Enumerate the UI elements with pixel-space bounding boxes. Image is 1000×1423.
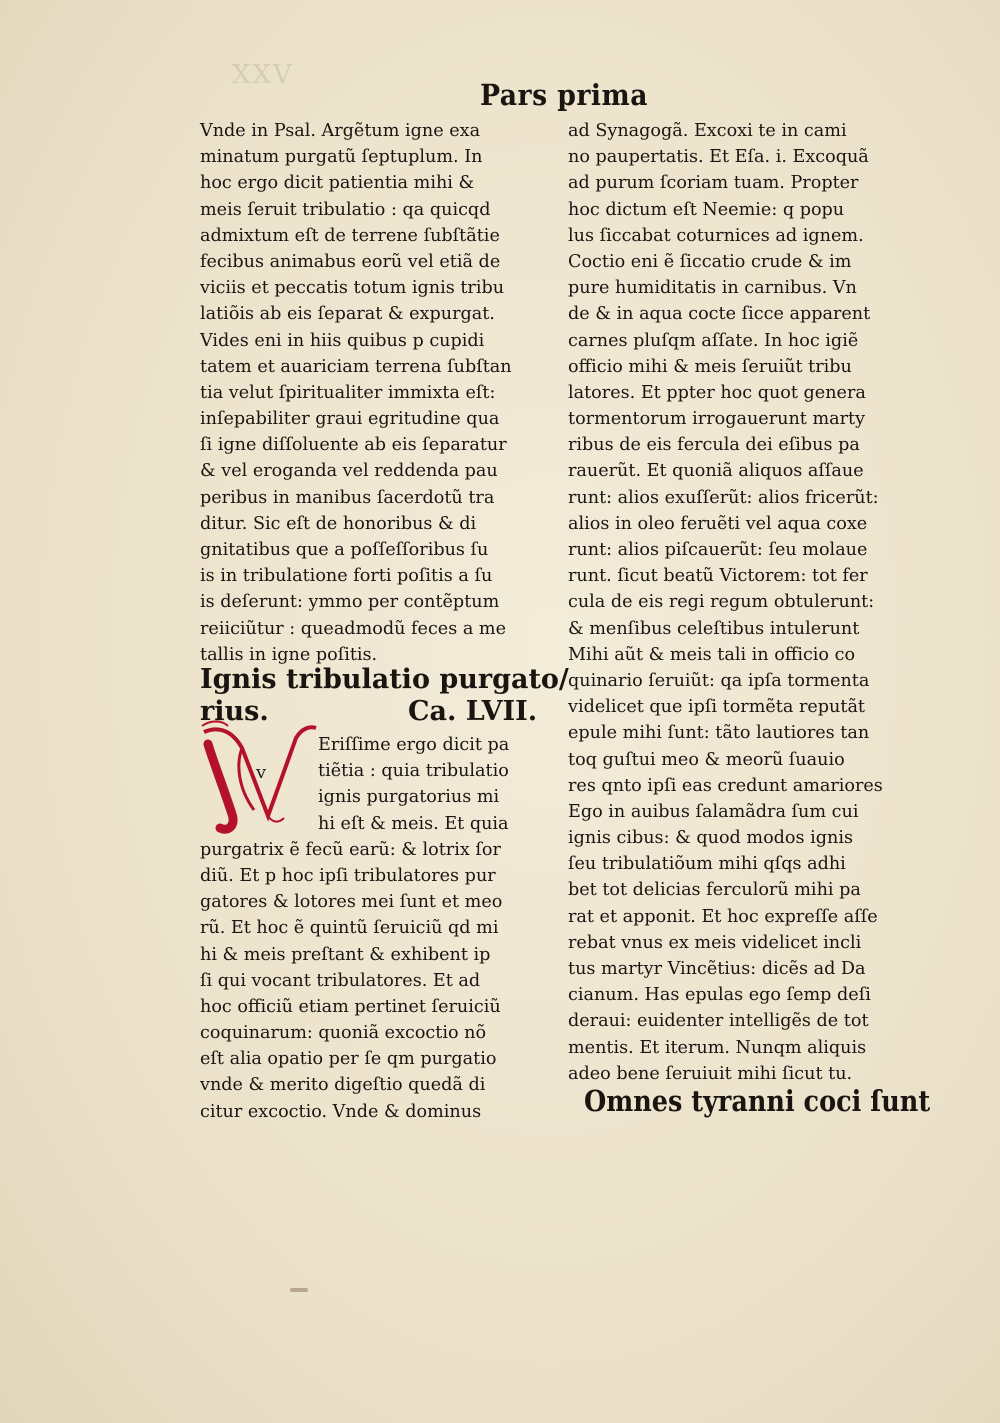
text-line: & vel eroganda vel reddenda pau xyxy=(200,461,498,482)
text-line: de & in aqua cocte ſicce apparent xyxy=(568,304,871,325)
text-line: ditur. Sic eſt de honoribus & di xyxy=(200,513,477,534)
text-line: inſepabiliter graui egritudine qua xyxy=(200,409,500,430)
text-line: runt: alios piſcauerũt: ſeu molaue xyxy=(568,540,868,560)
text-line: admixtum eſt de terrene ſubſtãtie xyxy=(200,225,500,246)
text-line: ad Synagogã. Excoxi te in cami xyxy=(568,121,847,141)
text-line: hoc dictum eſt Neemie: q popu xyxy=(568,199,845,220)
text-line: res qnto ipſi eas credunt amariores xyxy=(568,775,883,796)
chapter-heading-line-2: rius. xyxy=(200,696,269,727)
closing-heading: Omnes tyranni coci ſunt xyxy=(584,1084,931,1118)
text-line: reiiciũtur : queadmodũ feces a me xyxy=(200,618,507,639)
text-line: gnitatibus que a poſſeſſoribus ſu xyxy=(200,540,489,560)
text-line: tiẽtia : quia tribulatio xyxy=(318,761,509,782)
text-line: ſeu tribulatiõum mihi qſqs adhi xyxy=(568,854,846,875)
text-line: latores. Et ppter hoc quot genera xyxy=(568,382,866,403)
text-line: coquinarum: quoniã excoctio nõ xyxy=(200,1023,487,1044)
text-line: hi & meis preſtant & exhibent ip xyxy=(200,944,491,965)
text-line: tus martyr Vincẽtius: dicẽs ad Da xyxy=(568,959,866,979)
text-line: peribus in manibus ſacerdotũ tra xyxy=(200,487,495,508)
text-line: cianum. Has epulas ego ſemp deſi xyxy=(568,985,871,1006)
text-line: deraui: euidenter intelligẽs de tot xyxy=(568,1011,869,1032)
text-line: Mihi aũt & meis tali in officio co xyxy=(568,644,856,665)
text-line: ignis cibus: & quod modos ignis xyxy=(568,828,854,849)
text-line: ſi igne diſſoluente ab eis ſeparatur xyxy=(200,435,507,456)
text-line: & menſibus celeſtibus intulerunt xyxy=(568,618,860,639)
text-line: runt: alios exuſſerũt: alios fricerũt: xyxy=(568,487,879,508)
text-line: meis ſeruit tribulatio : qa quicqd xyxy=(200,199,491,220)
left-column-upper xyxy=(200,118,545,668)
text-line: viciis et peccatis totum ignis tribu xyxy=(200,278,505,299)
text-line: tatem et auariciam terrena ſubſtan xyxy=(200,356,512,377)
text-line: gatores & lotores mei ſunt et meo xyxy=(200,892,503,913)
text-line: ſi qui vocant tribulatores. Et ad xyxy=(200,970,481,991)
text-line: eſt alia opatio per ſe qm purgatio xyxy=(200,1049,497,1070)
text-line: alios in oleo feruẽti vel aqua coxe xyxy=(568,513,868,534)
text-line: officio mihi & meis ſeruiũt tribu xyxy=(568,356,852,377)
text-line: hi eſt & meis. Et quia xyxy=(318,813,509,834)
text-line: ribus de eis fercula dei eſibus pa xyxy=(568,435,860,456)
text-line: Vnde in Psal. Argẽtum igne exa xyxy=(200,121,481,141)
text-line: tia velut ſpiritualiter immixta eſt: xyxy=(200,382,496,403)
text-line: fecibus animabus eorũ vel etiã de xyxy=(200,251,501,272)
text-line: citur excoctio. Vnde & dominus xyxy=(200,1101,482,1122)
text-line: is deſerunt: ymmo per contẽptum xyxy=(200,592,500,613)
text-line: pure humiditatis in carnibus. Vn xyxy=(568,278,857,299)
text-line: epule mihi ſunt: tãto lautiores tan xyxy=(568,723,870,744)
text-line: bet tot delicias ferculorũ mihi pa xyxy=(568,880,861,901)
text-line: toq guſtui meo & meorũ ſuauio xyxy=(568,749,845,770)
chapter-number: Ca. LVII. xyxy=(408,696,538,727)
text-line: minatum purgatũ ſeptuplum. In xyxy=(200,147,483,168)
text-line: Vides eni in hiis quibus p cupidi xyxy=(200,330,485,351)
running-head: Pars prima xyxy=(480,78,648,112)
text-line: carnes pluſqm aſſate. In hoc igiẽ xyxy=(568,330,859,351)
text-line: diũ. Et p hoc ipſi tribulatores pur xyxy=(200,865,496,886)
right-column xyxy=(568,118,918,1087)
text-line: videlicet que ipſi tormẽta reputãt xyxy=(568,697,866,718)
text-line: hoc ergo dicit patientia mihi & xyxy=(200,173,475,194)
text-line: ignis purgatorius mi xyxy=(318,787,500,808)
text-line: vnde & merito digeſtio quedã di xyxy=(200,1075,486,1096)
left-column-lower xyxy=(200,732,545,1125)
text-line: runt. ſicut beatũ Victorem: tot fer xyxy=(568,566,868,587)
text-line: tormentorum irrogauerunt marty xyxy=(568,409,866,430)
text-line: latiõis ab eis ſeparat & expurgat. xyxy=(200,304,495,325)
text-line: no paupertatis. Et Eſa. i. Excoquã xyxy=(568,147,869,168)
text-line: lus ſiccabat coturnices ad ignem. xyxy=(568,225,864,246)
text-line: hoc officiũ etiam pertinet ſeruiciũ xyxy=(200,996,501,1017)
text-line: rebat vnus ex meis videlicet incli xyxy=(568,932,862,953)
text-line: rũ. Et hoc ẽ quintũ ſeruiciũ qd mi xyxy=(200,918,499,939)
bleed-through-folio: XXV xyxy=(232,60,294,90)
text-line: tallis in igne poſitis. xyxy=(200,644,378,665)
text-line: quinario ſeruiũt: qa ipſa tormenta xyxy=(568,670,870,691)
text-line: ad purum ſcoriam tuam. Propter xyxy=(568,173,859,194)
text-line: mentis. Et iterum. Nunqm aliquis xyxy=(568,1037,867,1058)
text-line: Ego in auibus ſalamãdra ſum cui xyxy=(568,801,859,822)
text-line: is in tribulatione forti poſitis a ſu xyxy=(200,566,493,587)
text-line: Eriſſime ergo dicit pa xyxy=(318,735,510,755)
text-line: purgatrix ẽ fecũ earũ: & lotrix ſor xyxy=(200,839,501,860)
initial-guide-letter: v xyxy=(256,762,267,783)
text-line: rat et apponit. Et hoc expreſſe aſſe xyxy=(568,906,878,927)
text-line: Coctio eni ẽ ſiccatio crude & im xyxy=(568,251,852,272)
text-line: cula de eis regi regum obtulerunt: xyxy=(568,592,875,613)
ink-smudge xyxy=(290,1288,308,1292)
chapter-heading-line-1: Ignis tribulatio purgato/ xyxy=(200,664,569,695)
text-line: rauerũt. Et quoniã aliquos aſſaue xyxy=(568,461,864,482)
text-line: adeo bene ſeruiuit mihi ſicut tu. xyxy=(568,1063,853,1084)
